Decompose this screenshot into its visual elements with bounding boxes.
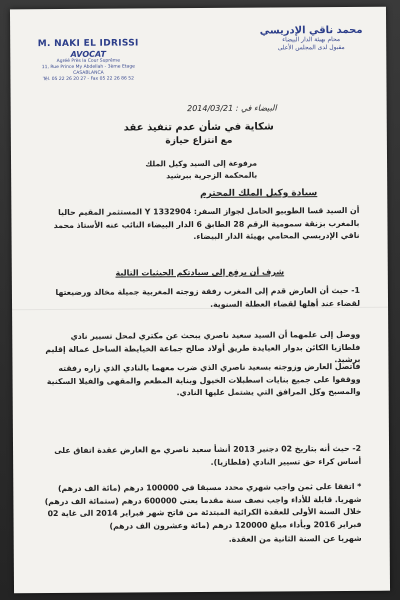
document-subtitle: مع انتزاع حيازة xyxy=(165,135,233,147)
letterhead-arabic xyxy=(256,25,366,53)
lawyer-role-fr: AVOCAT xyxy=(70,49,106,59)
letterhead-ar-line2: مقبول لدى المجلس الأعلى xyxy=(277,43,345,52)
addressee-line1: مرفوعة إلى السيد وكيل الملك xyxy=(145,158,258,169)
paragraph-5: * اتفقا على ثمن واجب شهري محدد مسبقا في 100000 درهم (مائة الف درهم) شهريا. قابلة للأداء واجب نصف سنة مقدما يعني 600000 درهم (ستمائة الف درهم) خلال السنة الأولى للعقدة الكرائية المبتدئة من فاتح شهر فبراير 2014 الى غاية 02 فبراير 2016 وبأداء مبلغ 120000 درهم (مائة وعشرون الف درهم) xyxy=(44,481,362,531)
paragraph-6: شهريا عن السنة الثانية من العقدة. xyxy=(228,533,362,544)
paragraph-parties: أن السيد قسا الطوبيو الحامل لجواز السفر: 1332904 Y المستثمر المقيم حاليا بالمغرب بزنقة سمومية الرقم 28 الطابق 6 الدار البيضاء النائب عنه الأستاذ محمد ناقي الإدريسي المحامي بهيئة الدار البيضاء. xyxy=(53,205,360,242)
letterhead-address: 11, Rue Prince My Abdellah - 3ème Etage xyxy=(41,64,135,71)
letterhead-city: CASABLANCA xyxy=(73,70,104,76)
paragraph-2: ووصل إلى علمهما أن السيد سعيد ناصري يبحث عن مكتري لمحل تسيير نادي فلطازيا الكائن بدوار العيايدة طريق أولاد صالح جماعة الخيايطة الساحل عمالة إقليم برشيد. xyxy=(45,329,361,365)
salutation: سيادة وكيل الملك المحترم xyxy=(200,188,318,199)
lawyer-name-fr: M. NAKI EL IDRISSI xyxy=(37,38,139,50)
letterhead-phone: Tél. 05 22 26 20 27 - Fax 05 22 26 86 52 xyxy=(42,76,135,83)
document-title: شكاية في شأن عدم تنفيذ عقد xyxy=(123,121,274,134)
lawyer-name-ar: محمد ناقي الإدريسي xyxy=(259,24,363,37)
document-page xyxy=(10,7,390,594)
addressee-line2: بالمحكمة الزجرية ببرشيد xyxy=(166,170,258,181)
document-date: البيضاء في : 2014/03/21 xyxy=(187,103,277,114)
letterhead-ar-line1: محام بهيئة الدار البيضاء xyxy=(282,36,341,44)
letterhead-french xyxy=(28,38,148,83)
paragraph-3: فاتصل العارض وزوجته بسعيد ناصري الذي ضرب معهما بالنادي الذي زاره رفقته ووقفوا على جميع بنايات اسطبلات الخيول وبناية المطعم والمقهى والفيلا السكنية والمسبح وكل المرافق التي يشتمل عليها النادي. xyxy=(46,361,361,398)
letterhead-line: Agréé Près la Cour Suprême xyxy=(56,58,120,64)
paragraph-4: 2- حيث أنه بتاريخ 02 دجنبر 2013 أنشأ سعيد ناصري مع العارض عقدة اتفاق على أساس كراء حق تسيير النادي (فلطازيا). xyxy=(54,443,362,467)
section-heading: شرف أن يرفع إلى سيادتكم الحيثيات التالية xyxy=(115,267,285,278)
paragraph-1: 1- حيث أن العارض قدم إلى المغرب رفقة زوجته المغربية جميلة مخالد ورضيعتها لقضاء عند أهلها لقضاء العطلة السنوية. xyxy=(55,285,361,309)
